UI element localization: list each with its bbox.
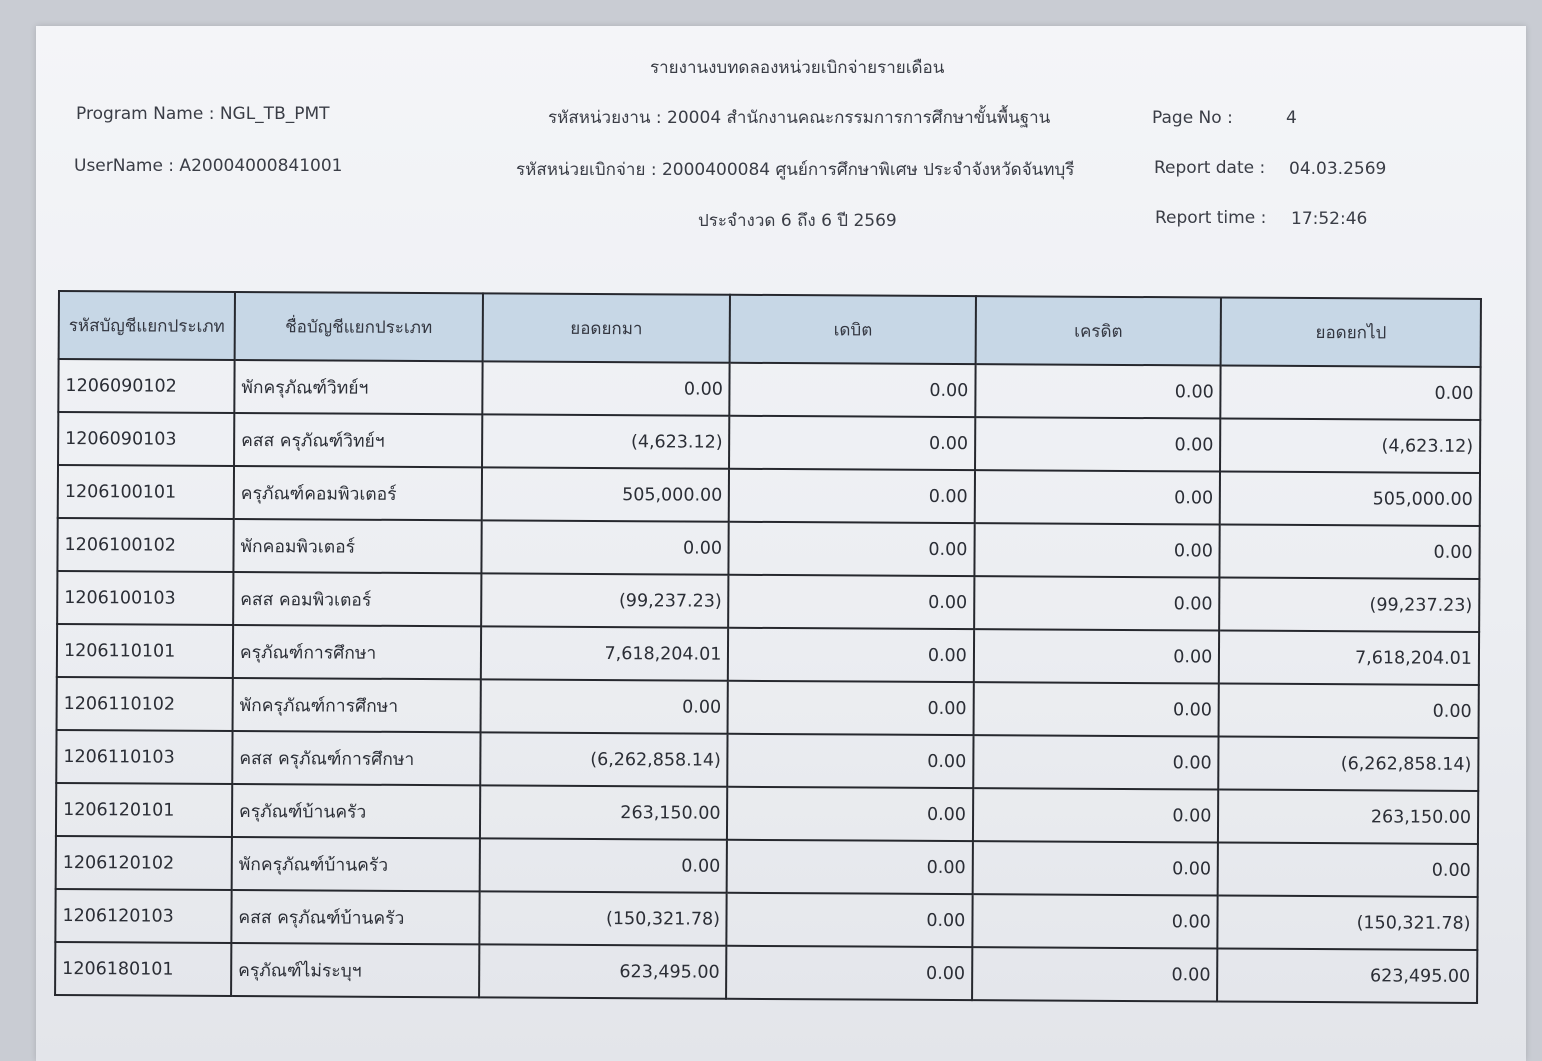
cell-account-code: 1206090103	[58, 412, 234, 466]
cell-account-code: 1206120101	[56, 783, 232, 837]
cell-credit: 0.00	[972, 894, 1218, 948]
cell-debit: 0.00	[727, 787, 973, 841]
table-row	[58, 359, 1480, 420]
header-account-name: ชื่อบัญชีแยกประเภท	[235, 292, 483, 361]
cell-account-code: 1206110103	[56, 730, 232, 784]
cell-credit: 0.00	[974, 523, 1220, 577]
disbursing-unit: รหัสหน่วยเบิกจ่าย : 2000400084 ศูนย์การศึกษาพิเศษ ประจำจังหวัดจันทบุรี	[516, 160, 1075, 180]
cell-credit: 0.00	[975, 364, 1221, 418]
org-unit: รหัสหน่วยงาน : 20004 สำนักงานคณะกรรมการการศึกษาขั้นพื้นฐาน	[548, 108, 1051, 128]
cell-closing-balance: 623,495.00	[1217, 948, 1477, 1002]
cell-closing-balance: 0.00	[1220, 524, 1480, 578]
cell-account-name: คสส ครุภัณฑ์การศึกษา	[232, 731, 480, 785]
page-no-value: 4	[1286, 108, 1297, 128]
cell-account-name: พักครุภัณฑ์วิทย์ฯ	[234, 360, 482, 414]
table-row	[56, 730, 1478, 791]
table-row	[57, 571, 1479, 632]
header-credit: เครดิต	[975, 296, 1221, 365]
cell-credit: 0.00	[974, 629, 1220, 683]
cell-account-code: 1206100101	[58, 465, 234, 519]
cell-opening-balance: 0.00	[479, 838, 727, 892]
cell-closing-balance: (6,262,858.14)	[1219, 736, 1479, 790]
table-row	[56, 836, 1478, 897]
cell-opening-balance: (6,262,858.14)	[480, 732, 728, 786]
cell-opening-balance: 7,618,204.01	[481, 626, 729, 680]
cell-account-name: พักคอมพิวเตอร์	[233, 519, 481, 573]
cell-opening-balance: 0.00	[482, 361, 730, 415]
cell-closing-balance: 0.00	[1218, 842, 1478, 896]
table-row	[58, 465, 1480, 526]
header-opening-balance: ยอดยกมา	[482, 293, 730, 362]
cell-debit: 0.00	[729, 469, 975, 523]
cell-account-code: 1206110102	[57, 677, 233, 731]
cell-credit: 0.00	[975, 417, 1221, 471]
page-no-label: Page No :	[1152, 108, 1233, 128]
cell-account-name: ครุภัณฑ์ไม่ระบุฯ	[231, 943, 479, 997]
program-name: Program Name : NGL_TB_PMT	[76, 104, 330, 124]
cell-account-code: 1206180101	[55, 942, 231, 996]
cell-closing-balance: 0.00	[1221, 365, 1481, 419]
header-debit: เดบิต	[730, 295, 976, 364]
cell-account-code: 1206120102	[56, 836, 232, 890]
header-closing-balance: ยอดยกไป	[1221, 297, 1481, 366]
cell-closing-balance: 0.00	[1219, 683, 1479, 737]
cell-account-code: 1206120103	[55, 889, 231, 943]
cell-credit: 0.00	[972, 947, 1218, 1001]
cell-debit: 0.00	[729, 522, 975, 576]
cell-account-name: พักครุภัณฑ์การศึกษา	[233, 678, 481, 732]
table-row	[55, 942, 1477, 1003]
cell-closing-balance: (99,237.23)	[1219, 577, 1479, 631]
table-row	[55, 889, 1477, 950]
report-time-value: 17:52:46	[1291, 209, 1368, 229]
cell-opening-balance: 0.00	[480, 679, 728, 733]
table-row	[56, 783, 1478, 844]
cell-credit: 0.00	[972, 841, 1218, 895]
table-row	[57, 518, 1479, 579]
header-account-code: รหัสบัญชีแยกประเภท	[59, 291, 235, 360]
table-row	[58, 412, 1480, 473]
cell-opening-balance: (4,623.12)	[482, 414, 730, 468]
cell-opening-balance: 623,495.00	[479, 944, 727, 998]
cell-opening-balance: 0.00	[481, 520, 729, 574]
cell-debit: 0.00	[730, 363, 976, 417]
cell-account-name: พักครุภัณฑ์บ้านครัว	[232, 837, 480, 891]
cell-credit: 0.00	[973, 735, 1219, 789]
cell-debit: 0.00	[729, 416, 975, 470]
cell-credit: 0.00	[973, 788, 1219, 842]
cell-debit: 0.00	[728, 734, 974, 788]
cell-opening-balance: 505,000.00	[482, 467, 730, 521]
table-row	[57, 624, 1479, 685]
cell-opening-balance: (150,321.78)	[479, 891, 727, 945]
report-date-value: 04.03.2569	[1289, 159, 1387, 179]
user-name: UserName : A20004000841001	[74, 156, 343, 176]
cell-opening-balance: 263,150.00	[480, 785, 728, 839]
cell-account-code: 1206110101	[57, 624, 233, 678]
cell-debit: 0.00	[728, 681, 974, 735]
cell-opening-balance: (99,237.23)	[481, 573, 729, 627]
cell-closing-balance: 7,618,204.01	[1219, 630, 1479, 684]
cell-debit: 0.00	[727, 946, 973, 1000]
cell-credit: 0.00	[975, 470, 1221, 524]
cell-account-name: ครุภัณฑ์บ้านครัว	[232, 784, 480, 838]
report-time-label: Report time :	[1155, 208, 1267, 228]
cell-credit: 0.00	[974, 576, 1220, 630]
trial-balance-table	[54, 290, 1482, 1004]
cell-credit: 0.00	[973, 682, 1219, 736]
cell-account-name: คสส ครุภัณฑ์วิทย์ฯ	[234, 413, 482, 467]
cell-account-name: ครุภัณฑ์การศึกษา	[233, 625, 481, 679]
cell-account-name: คสส ครุภัณฑ์บ้านครัว	[231, 890, 479, 944]
table-header-row	[59, 291, 1481, 367]
cell-closing-balance: (150,321.78)	[1218, 895, 1478, 949]
cell-debit: 0.00	[727, 840, 973, 894]
cell-account-code: 1206100103	[57, 571, 233, 625]
cell-account-code: 1206100102	[57, 518, 233, 572]
report-date-label: Report date :	[1154, 158, 1266, 178]
table-row	[57, 677, 1479, 738]
cell-account-name: ครุภัณฑ์คอมพิวเตอร์	[234, 466, 482, 520]
cell-closing-balance: (4,623.12)	[1220, 418, 1480, 472]
cell-closing-balance: 263,150.00	[1218, 789, 1478, 843]
cell-debit: 0.00	[727, 893, 973, 947]
cell-debit: 0.00	[728, 628, 974, 682]
cell-account-name: คสส คอมพิวเตอร์	[233, 572, 481, 626]
cell-closing-balance: 505,000.00	[1220, 471, 1480, 525]
cell-debit: 0.00	[729, 575, 975, 629]
report-title: รายงานงบทดลองหน่วยเบิกจ่ายรายเดือน	[650, 58, 945, 78]
report-period: ประจำงวด 6 ถึง 6 ปี 2569	[698, 211, 897, 231]
cell-account-code: 1206090102	[58, 359, 234, 413]
